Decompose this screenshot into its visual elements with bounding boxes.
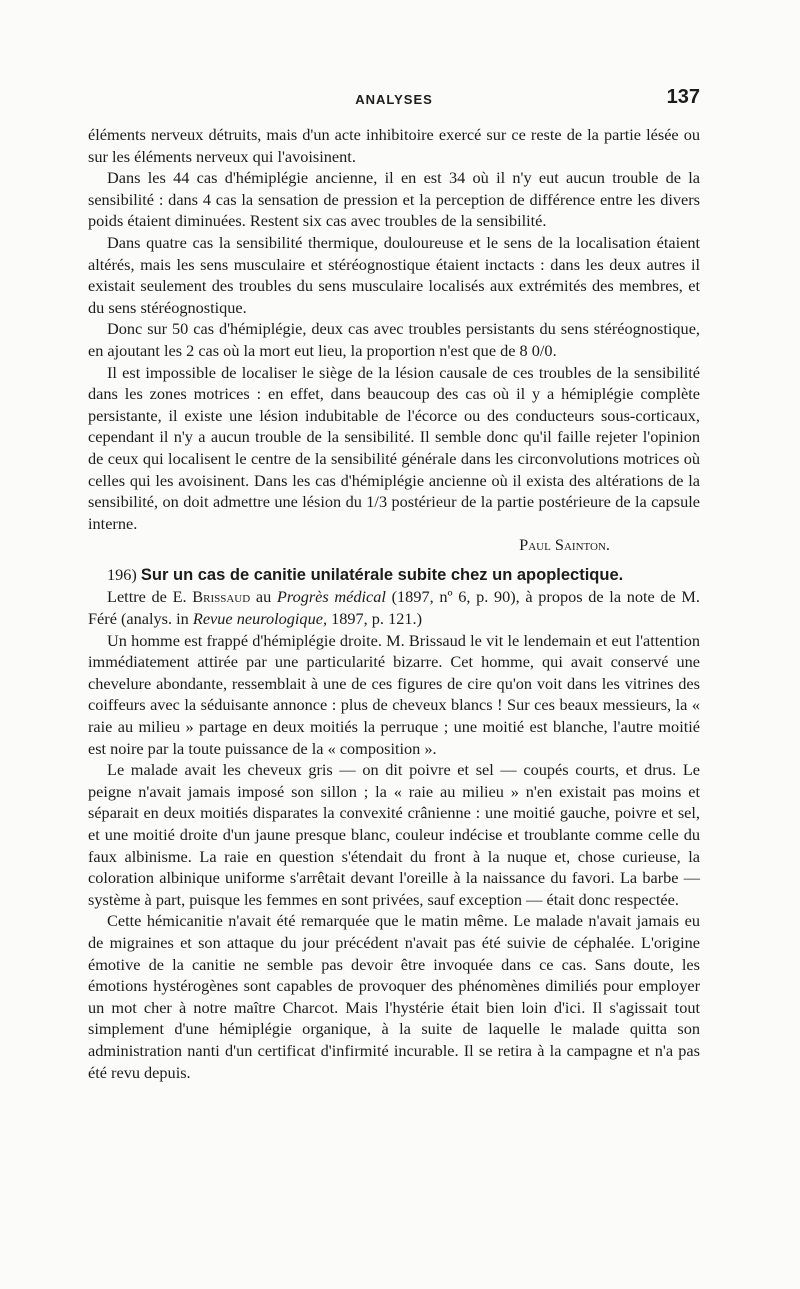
ref-author: Brissaud <box>192 587 251 607</box>
article-reference <box>88 586 700 629</box>
article-number: 196) <box>107 564 137 584</box>
ref-text: (1897, nº 6, p. 90), à propos de la note de M. Féré (analys. in <box>88 587 700 629</box>
paragraph: Cette hémicanitie n'avait été remarquée que le matin même. Le malade n'avait jamais eu de migraines et son attaque du jour précédent n'avait pas été suivie de céphalée. L'origine émotive de la canitie ne semble pas devoir être invoquée dans ce cas. Sans doute, les émotions hystérogènes sont capables de provoquer des phénomènes dimiliés pour employer un mot cher à notre maître Charcot. Mais l'hystérie était bien loin d'ici. Il s'agissait tout simplement d'une hémiplégie organique, à la suite de laquelle le malade quitta son administration nanti d'un certificat d'infirmité incurable. Il se retira à la campagne et n'a pas été revu depuis. <box>88 911 700 1082</box>
ref-journal: Progrès médical <box>276 587 386 607</box>
running-title: ANALYSES <box>355 92 433 107</box>
ref-text: 1897, p. 121.) <box>327 609 422 629</box>
paragraph: Le malade avait les cheveux gris — on dit poivre et sel — coupés courts, et drus. Le peigne n'avait jamais imposé son sillon ; la « raie au milieu » n'en existait pas moins et séparait en deux moitiés disparates la convexité crânienne : une moitié gauche, poivre et sel, et une moitié droite d'un jaune presque blanc, couleur indécise et troublante comme celle du faux albinisme. La raie en question s'étendait du front à la nuque et, chose curieuse, la coloration albinique uniforme s'arrêtait devant l'oreille à la naissance du favori. La barbe — système à part, puisque les femmes en sont privées, sauf exception — était donc respectée. <box>88 760 700 909</box>
page-body <box>88 124 700 1083</box>
article-heading <box>88 564 700 630</box>
article-title: Sur un cas de canitie unilatérale subite chez un apoplectique. <box>140 565 624 584</box>
article-title-line <box>88 564 700 587</box>
ref-text: au <box>250 587 277 607</box>
paragraph: Dans quatre cas la sensibilité thermique, douloureuse et le sens de la localisation étaient altérés, mais les sens musculaire et stéréognostique étaient inctacts : dans les deux autres il existait seulement des troubles du sens musculaire localisés aux extrémités des membres, et du sens stéréognostique. <box>88 232 700 317</box>
page-number: 137 <box>666 86 700 108</box>
paragraph: Donc sur 50 cas d'hémiplégie, deux cas avec troubles persistants du sens stéréognostique, en ajoutant les 2 cas où la mort eut lieu, la proportion n'est que de 8 0/0. <box>88 319 700 360</box>
paragraph: Un homme est frappé d'hémiplégie droite. M. Brissaud le vit le lendemain et eut l'attention immédiatement attirée par une particularité bizarre. Cet homme, qui avait conservé une chevelure abondante, ressemblait à une de ces figures de cire qu'on voit dans les vitrines des coiffeurs avec la séduisante annonce : plus de cheveux blancs ! Sur ces beaux messieurs, la « raie au milieu » partage en deux moitiés la perruque ; une moitié est blanche, l'autre moitié est noire par la toute puissance de la « composition ». <box>88 630 700 758</box>
ref-journal: Revue neurologique, <box>192 609 328 629</box>
ref-text: Lettre de E. <box>107 587 193 607</box>
author-signature: Paul Sainton. <box>519 535 610 555</box>
running-header <box>88 86 700 116</box>
paragraph: éléments nerveux détruits, mais d'un acte inhibitoire exercé sur ce reste de la partie lésée ou sur les éléments nerveux qui l'avoisinent. <box>88 125 700 166</box>
paragraph: Dans les 44 cas d'hémiplégie ancienne, il en est 34 où il n'y eut aucun trouble de la sensibilité : dans 4 cas la sensation de pression et la perception de différence entre les divers poids étaient diminuées. Restent six cas avec troubles de la sensibilité. <box>88 168 700 231</box>
paragraph: Il est impossible de localiser le siège de la lésion causale de ces troubles de la sensibilité dans les zones motrices : en effet, dans beaucoup des cas où il y a hémiplégie complète persistante, il existe une lésion indubitable de l'écorce ou des conducteurs sous-corticaux, cependant il n'y a aucun trouble de la sensibilité. Il semble donc qu'il faille rejeter l'opinion de ceux qui localisent le centre de la sensibilité générale dans les circonvolutions motrices où celles qui les avoisinent. Dans les cas d'hémiplégie ancienne où il exista des altérations de la sensibilité, on doit admettre une lésion du 1/3 postérieur de la partie postérieure de la capsule interne. <box>88 362 700 533</box>
